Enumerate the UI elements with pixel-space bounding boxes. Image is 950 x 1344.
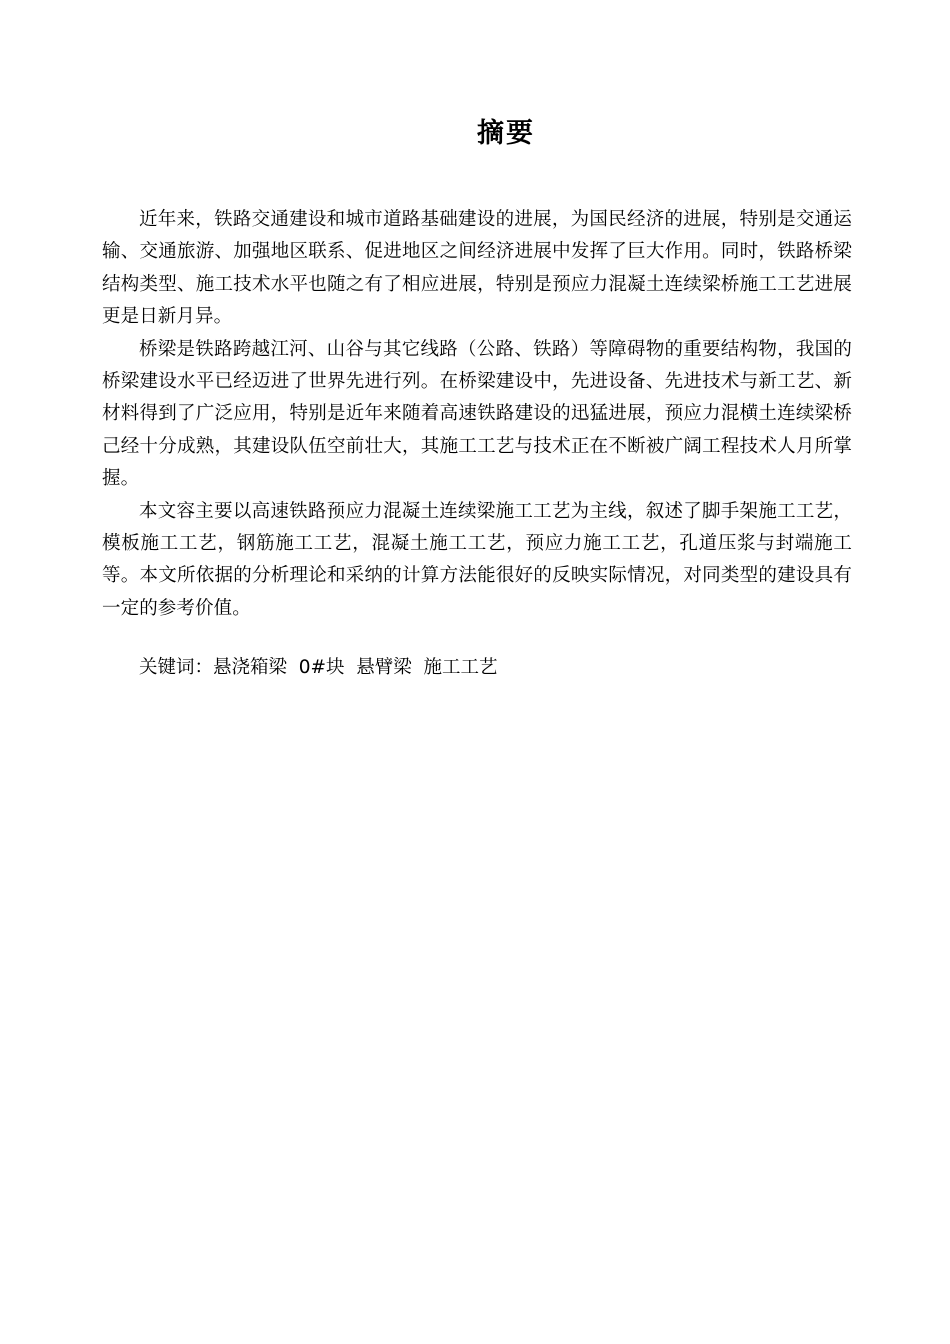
abstract-paragraph-2: 桥梁是铁路跨越江河、山谷与其它线路（公路、铁路）等障碍物的重要结构物，我国的桥梁建设水平已经迈进了世界先进行列。在桥梁建设中，先进设备、先进技术与新工艺、新材料得到了广泛应用，特别是近年来随着高速铁路建设的迅猛进展，预应力混横土连续梁桥己经十分成熟，其建设队伍空前壮大，其施工工艺与技术正在不断被广阔工程技术人月所掌握。 (102, 338, 852, 490)
abstract-paragraph-1: 近年来，铁路交通建设和城市道路基础建设的进展，为国民经济的进展，特别是交通运输、交通旅游、加强地区联系、促进地区之间经济进展中发挥了巨大作用。同时，铁路桥梁结构类型、施工技术水平也随之有了相应进展，特别是预应力混凝土连续梁桥施工工艺进展更是日新月异。 (102, 209, 852, 328)
page-title: 摘要 (477, 118, 535, 149)
keywords-line: 关键词：悬浇箱梁 0#块 悬臂梁 施工工艺 (139, 657, 498, 678)
abstract-body (102, 204, 852, 625)
abstract-paragraph-3: 本文容主要以高速铁路预应力混凝土连续梁施工工艺为主线，叙述了脚手架施工工艺，模板施工工艺，钢筋施工工艺，混凝土施工工艺，预应力施工工艺，孔道压浆与封端施工等。本文所依据的分析理论和采纳的计算方法能很好的反映实际情况，对同类型的建设具有一定的参考价值。 (102, 500, 852, 619)
